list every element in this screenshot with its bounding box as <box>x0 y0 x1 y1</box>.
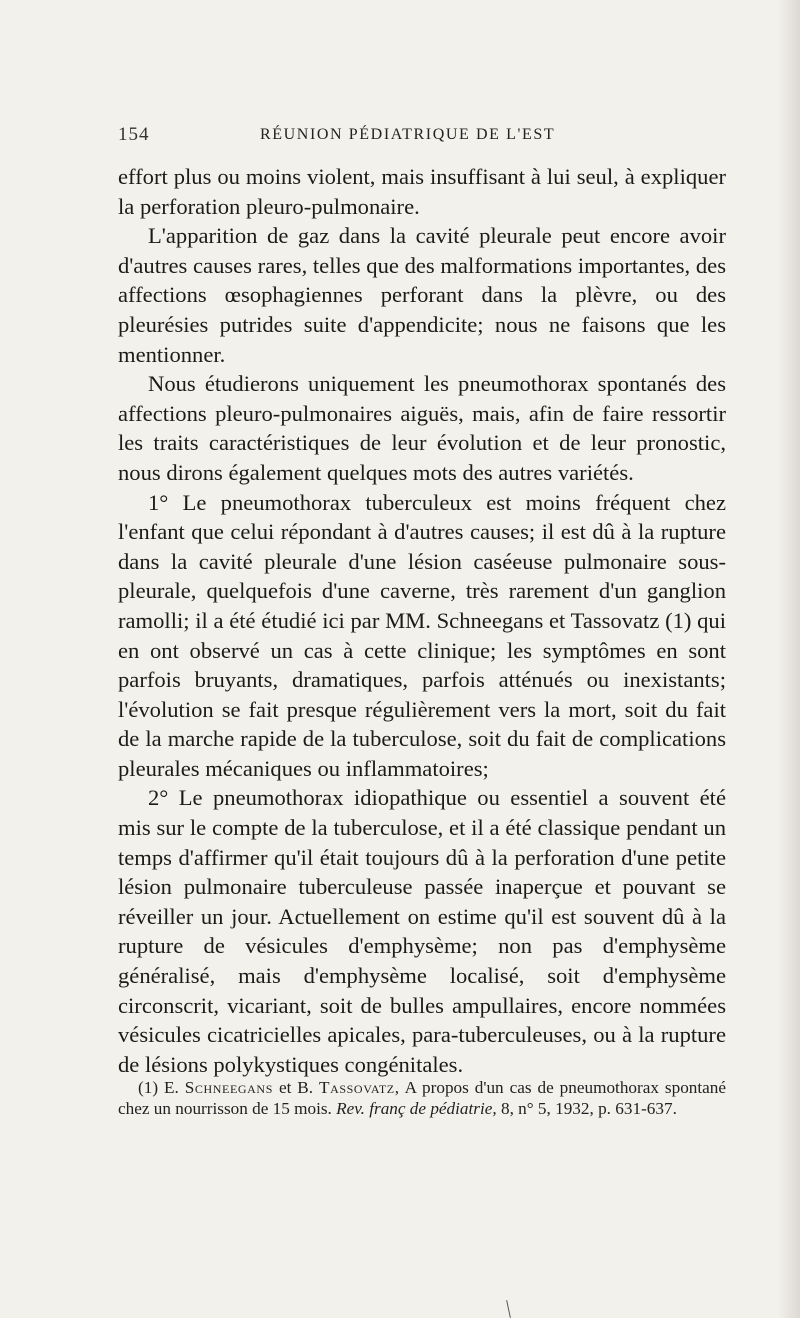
footnote-author-2: Tassovatz, <box>319 1078 400 1097</box>
paragraph-study-scope: Nous étudierons uniquement les pneumothorax spontanés des affections pleuro-pulmonaires aiguës, mais, afin de faire ressortir les traits caractéristiques de leur évolution et de leur pronostic, nous dirons également quelques mots des autres variétés. <box>118 371 726 485</box>
paragraph-tuberculous: 1° Le pneumothorax tuberculeux est moins fréquent chez l'enfant que celui répondant à d'autres causes; il est dû à la rupture dans la cavité pleurale d'une lésion caséeuse pulmonaire sous-pleurale, quelquefois d'une caverne, très rarement d'un ganglion ramolli; il a été étudié ici par MM. Schneegans et Tassovatz (1) qui en ont observé un cas à cette clinique; les symptômes en sont parfois bruyants, dramatiques, parfois atténués ou inexistants; l'évolution se fait presque régulièrement vers la mort, soit du fait de la marche rapide de la tuberculose, soit du fait de complications pleurales mécaniques ou inflammatoires; <box>118 489 726 781</box>
page-edge-shadow <box>778 0 800 1318</box>
footnote-marker: (1) E. <box>138 1078 179 1097</box>
footnote <box>118 1078 726 1119</box>
scan-mark <box>506 1300 511 1318</box>
footnote-conjunction: et B. <box>278 1078 314 1097</box>
footnote-journal: Rev. franç de pédiatrie, <box>336 1098 497 1118</box>
page-header <box>118 124 728 150</box>
footnote-title: A propos d'un cas de pneumothorax spontané chez un nourrisson de 15 mois. <box>118 1078 727 1118</box>
paragraph-idiopathic: 2° Le pneumothorax idiopathique ou essentiel a souvent été mis sur le compte de la tuberculose, et il a été classique pendant un temps d'affirmer qu'il était toujours dû à la perforation d'une petite lésion pulmonaire tuberculeuse passée inaperçue et pouvant se réveiller un jour. Actuellement on estime qu'il est souvent dû à la rupture de vésicules d'emphysème; non pas d'emphysème généralisé, mais d'emphysème localisé, soit d'emphysème circonscrit, vicariant, soit de bulles ampullaires, encore nommées vésicules cicatricielles apicales, para-tuberculeuses, ou à la rupture de lésions polykystiques congénitales. <box>118 785 726 1077</box>
running-title: RÉUNION PÉDIATRIQUE DE L'EST <box>260 126 556 143</box>
page-number: 154 <box>118 124 150 145</box>
paragraph-continuation: effort plus ou moins violent, mais insuffisant à lui seul, à expliquer la perforation pleuro-pulmonaire. <box>118 164 726 219</box>
footnote-reference: 8, n° 5, 1932, p. 631-637. <box>500 1098 677 1118</box>
body-text <box>118 162 726 1079</box>
paragraph-gas-causes: L'apparition de gaz dans la cavité pleurale peut encore avoir d'autres causes rares, telles que des malformations importantes, des affections œsophagiennes perforant dans la plèvre, ou des pleurésies putrides suite d'appendicite; nous ne faisons que les mentionner. <box>118 223 726 367</box>
footnote-author-1: Schneegans <box>184 1078 273 1097</box>
